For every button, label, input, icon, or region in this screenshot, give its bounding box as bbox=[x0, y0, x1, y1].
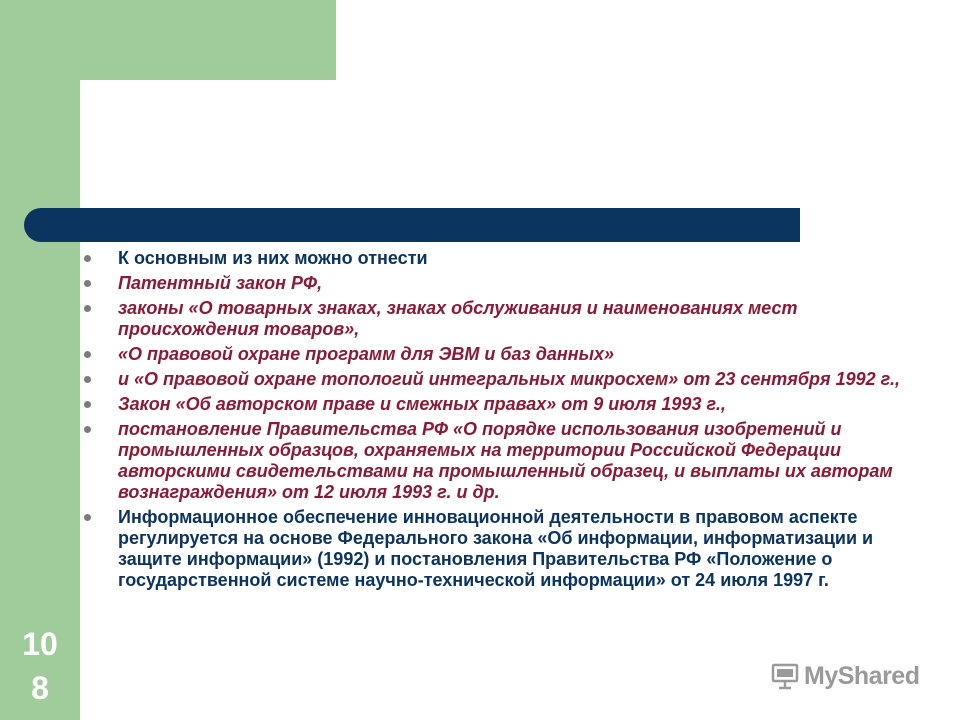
bullet-item-intro: К основным из них можно отнести bbox=[80, 248, 900, 269]
green-top-band bbox=[0, 0, 336, 80]
bullet-item-information-support: Информационное обеспечение инновационной деятельности в правовом аспекте регулируется на основе Федерального закона «Об информации, информатизации и защите информации» (1992) и постановления Правительства РФ «Положение о государственной системе научно-технической информации» от 24 июля 1997 г. bbox=[80, 507, 900, 591]
bullet-item-software-law: «О правовой охране программ для ЭВМ и баз данных» bbox=[80, 344, 900, 365]
slide-number-line2: 8 bbox=[31, 670, 49, 706]
bullet-item-topology-law: и «О правовой охране топологий интегральных микросхем» от 23 сентября 1992 г., bbox=[80, 369, 900, 390]
bullet-item-copyright-law: Закон «Об авторском праве и смежных правах» от 9 июля 1993 г., bbox=[80, 394, 900, 415]
bullet-item-trademark-law: законы «О товарных знаках, знаках обслуживания и наименованиях мест происхождения товаров», bbox=[80, 298, 900, 340]
watermark-text: MyShared bbox=[804, 661, 920, 690]
slide-body bbox=[80, 248, 900, 595]
title-bar bbox=[24, 208, 800, 242]
green-side-band bbox=[0, 0, 80, 720]
bullet-list bbox=[80, 248, 900, 591]
bullet-item-government-decree: постановление Правительства РФ «О порядке использования изобретений и промышленных образцов, охраняемых на территории Российской Федерации авторскими свидетельствами на промышленный образец, и выплаты их авторам вознаграждения» от 12 июля 1993 г. и др. bbox=[80, 419, 900, 503]
bullet-item-patent-law: Патентный закон РФ, bbox=[80, 273, 900, 294]
presentation-board-icon bbox=[770, 661, 800, 691]
slide-number-line1: 10 bbox=[22, 626, 58, 662]
watermark bbox=[770, 658, 930, 694]
slide-number bbox=[0, 622, 80, 710]
